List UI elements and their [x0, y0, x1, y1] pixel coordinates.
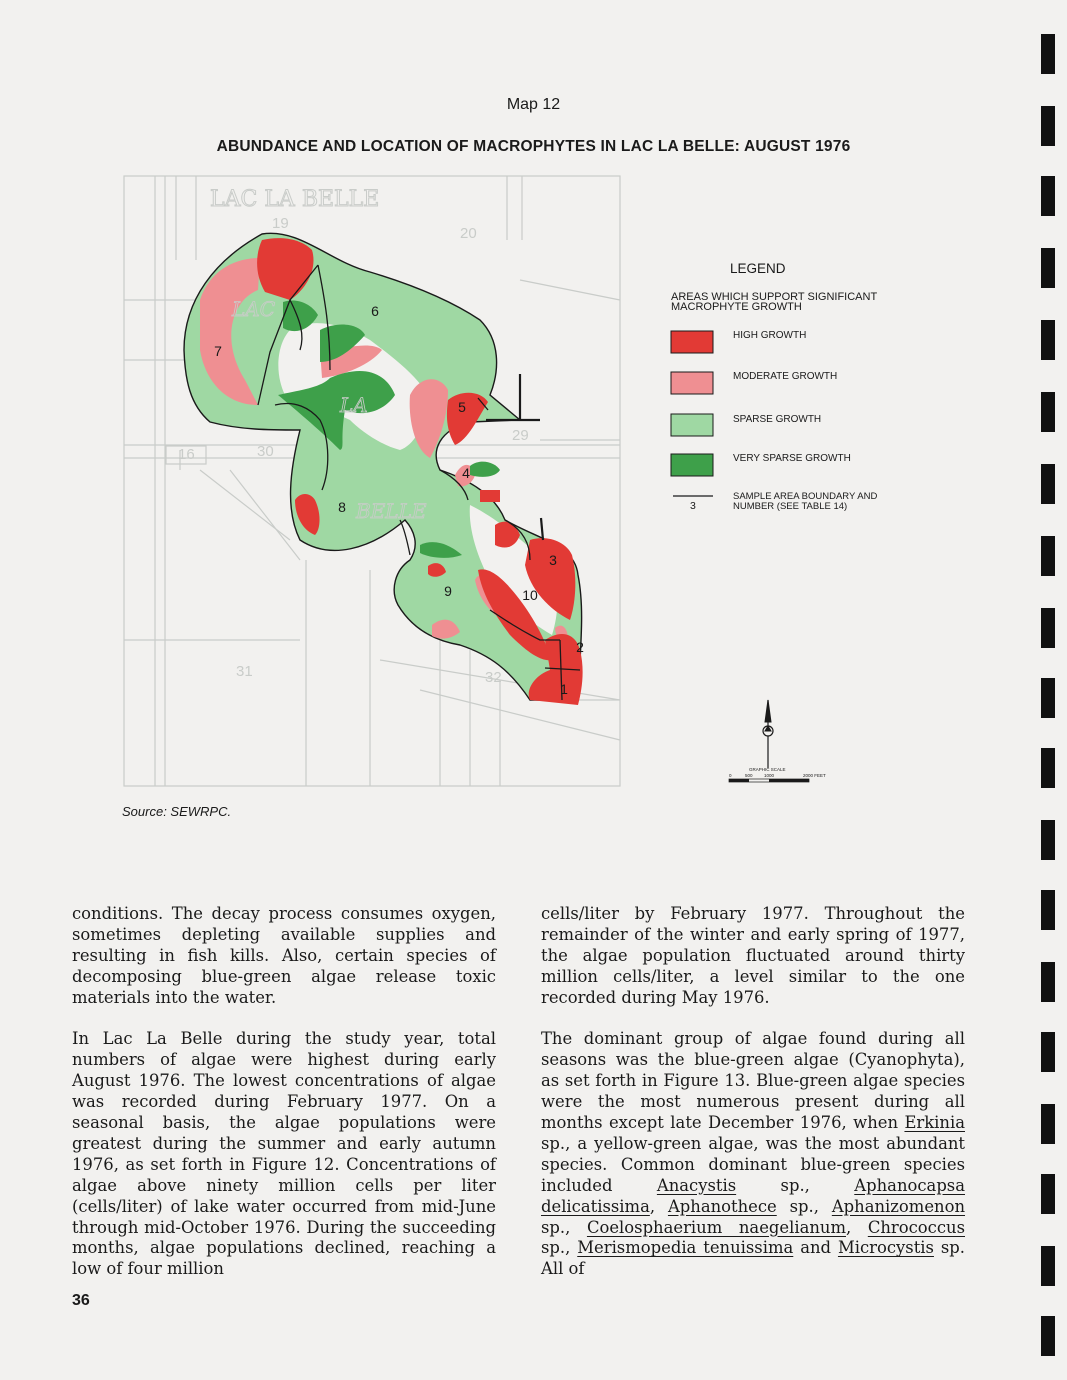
legend — [671, 261, 877, 512]
source-note: Source: SEWRPC. — [122, 804, 232, 819]
sample-area-4: 4 — [462, 465, 470, 481]
text-run: and — [793, 1238, 838, 1258]
map-label: Map 12 — [506, 96, 561, 113]
binding-mark — [1041, 1174, 1055, 1214]
binding-mark — [1041, 820, 1055, 860]
scale-tick-1000: 1000 — [764, 773, 775, 778]
taxon-aphanocapsa: Aphanocapsa delicatissima — [541, 1175, 965, 1216]
text-run: sp., — [541, 1217, 587, 1237]
sample-area-3: 3 — [549, 552, 557, 568]
binding-mark — [1041, 748, 1055, 788]
legend-boundary-label-1: SAMPLE AREA BOUNDARY AND — [733, 491, 878, 502]
section-31: 31 — [236, 663, 253, 680]
paragraph: In Lac La Belle during the study year, total numbers of algae were highest during early August 1976. The lowest concentrations of algae was recorded during February 1977. On a seasonal basis, the algae populations were greatest during the summer and early autumn 1976, as set forth in Figure 12. Concentrations of algae above ninety million cells per liter (cells/liter) of lake water occurred from mid-June through mid-October 1976. During the succeeding months, algae populations declined, reaching a low of four million — [72, 1029, 496, 1279]
binding-mark — [1041, 962, 1055, 1002]
legend-subtitle-1: AREAS WHICH SUPPORT SIGNIFICANT — [671, 291, 878, 303]
binding-mark — [1041, 34, 1055, 74]
basemap-la: LA — [340, 393, 368, 417]
binding-mark — [1041, 1246, 1055, 1286]
binding-mark — [1041, 320, 1055, 360]
north-arrow-icon — [763, 700, 773, 768]
paragraph: conditions. The decay process consumes oxygen, sometimes depleting available supplies and resulting in fish kills. Also, certain species of decomposing blue-green algae release toxic materials into the water. — [72, 904, 496, 1007]
taxon-microcystis: Microcystis — [837, 1238, 934, 1258]
section-30: 30 — [257, 443, 274, 460]
binding-mark — [1041, 536, 1055, 576]
text-run: sp., a yellow-green algae, was the most abundant species. Common dominant blue-green species included — [541, 1133, 965, 1195]
taxon-merismopedia: Merismopedia tenuissima — [577, 1238, 794, 1258]
sample-area-8: 8 — [338, 499, 346, 515]
legend-swatch-very-sparse — [671, 454, 713, 476]
taxon-aphanizomenon: Aphanizomenon — [831, 1196, 966, 1216]
scale-tick-0: 0 — [729, 773, 732, 778]
text-run: The dominant group of algae found during all seasons was the blue-green algae (Cyanophyta), as set forth in Figure 13. Blue-green algae species were the most numerous present during all months except late December 1976, when — [541, 1029, 965, 1133]
legend-label-moderate: MODERATE GROWTH — [733, 371, 838, 382]
text-run: sp., — [736, 1175, 855, 1195]
binding-mark — [1041, 1316, 1055, 1356]
text-run: sp., — [776, 1196, 832, 1216]
text-run: sp. All of — [541, 1238, 965, 1279]
sample-area-9: 9 — [444, 583, 452, 599]
legend-swatch-moderate — [671, 372, 713, 394]
legend-title: LEGEND — [730, 261, 786, 276]
binding-mark — [1041, 1104, 1055, 1144]
text-run: sp., — [541, 1238, 578, 1258]
legend-label-very-sparse: VERY SPARSE GROWTH — [733, 453, 851, 464]
section-29: 29 — [512, 427, 529, 444]
legend-label-sparse: SPARSE GROWTH — [733, 414, 822, 425]
legend-subtitle-2: MACROPHYTE GROWTH — [671, 301, 802, 313]
binding-mark — [1041, 464, 1055, 504]
sample-area-5: 5 — [458, 399, 466, 415]
binding-marks — [1027, 0, 1067, 1380]
legend-label-high: HIGH GROWTH — [733, 330, 807, 341]
page-number: 36 — [72, 1292, 90, 1309]
text-run: , — [846, 1217, 868, 1237]
map-title: ABUNDANCE AND LOCATION OF MACROPHYTES IN LAC LA BELLE: AUGUST 1976 — [216, 138, 851, 155]
basemap-lake-name: LAC LA BELLE — [210, 187, 380, 212]
basemap-belle: BELLE — [356, 499, 427, 523]
text-run: , — [649, 1196, 668, 1216]
sample-area-7: 7 — [214, 343, 222, 359]
binding-mark — [1041, 392, 1055, 432]
scale-tick-500: 500 — [745, 773, 753, 778]
legend-boundary-label-2: NUMBER (SEE TABLE 14) — [733, 501, 848, 512]
sample-area-6: 6 — [371, 303, 379, 319]
highway-16: 16 — [178, 446, 195, 463]
section-19: 19 — [272, 215, 289, 232]
section-32: 32 — [485, 669, 502, 686]
binding-mark — [1041, 1032, 1055, 1072]
legend-swatch-sparse — [671, 414, 713, 436]
text-column-left — [72, 904, 496, 1301]
section-20: 20 — [460, 225, 477, 242]
legend-boundary-number: 3 — [690, 500, 696, 512]
binding-mark — [1041, 890, 1055, 930]
sample-area-2: 2 — [576, 639, 584, 655]
taxon-chrococcus: Chrococcus — [867, 1217, 965, 1237]
binding-mark — [1041, 176, 1055, 216]
binding-mark — [1041, 678, 1055, 718]
taxon-coelosphaerium: Coelosphaerium naegelianum — [586, 1217, 846, 1237]
basemap-lac: LAC — [232, 297, 276, 321]
binding-mark — [1041, 248, 1055, 288]
taxon-anacystis: Anacystis — [656, 1175, 737, 1195]
binding-mark — [1041, 608, 1055, 648]
binding-mark — [1041, 106, 1055, 146]
scale-title: GRAPHIC SCALE — [749, 767, 786, 772]
paragraph: cells/liter by February 1977. Throughout the remainder of the winter and early spring of 1977, the algae population fluctuated around thirty million cells/liter, a level similar to the one recorded during May 1976. — [541, 904, 965, 1007]
legend-swatch-high — [671, 331, 713, 353]
scale-tick-2000: 2000 FEET — [803, 773, 826, 778]
taxon-erkinia: Erkinia — [904, 1113, 965, 1133]
sample-area-10: 10 — [522, 587, 538, 603]
text-column-right — [541, 904, 965, 1301]
graphic-scale — [729, 767, 826, 782]
sample-area-1: 1 — [560, 681, 568, 697]
taxon-aphanothece: Aphanothece — [667, 1196, 777, 1216]
paragraph-species — [541, 1029, 965, 1280]
